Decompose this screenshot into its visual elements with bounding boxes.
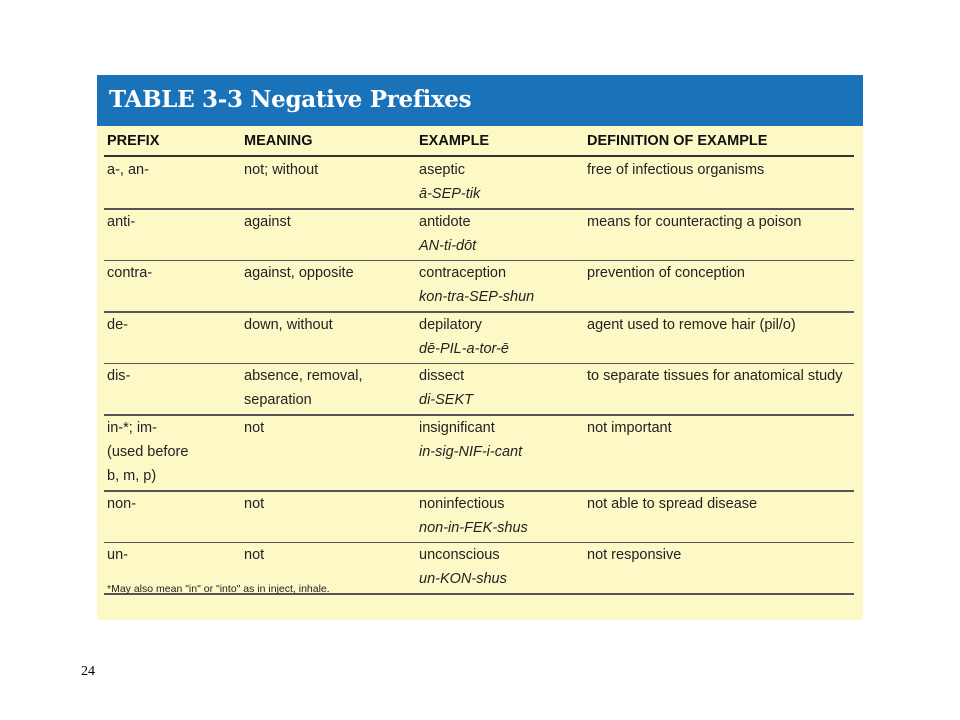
- example-cell: [419, 364, 473, 412]
- table-card: [97, 75, 863, 620]
- example-cell-line: dissect: [419, 368, 465, 384]
- meaning-cell-line: against: [244, 213, 291, 230]
- prefix-cell-line: de-: [107, 316, 128, 333]
- prefix-cell: [107, 492, 136, 516]
- definition-cell-line: not able to spread disease: [587, 495, 758, 512]
- definition-cell-line: means for counteracting a poison: [587, 213, 802, 230]
- example-cell: [419, 543, 507, 591]
- meaning-cell: [244, 543, 264, 567]
- example-cell: [419, 210, 476, 258]
- header-prefix: PREFIX: [107, 133, 160, 149]
- meaning-cell-line: absence, removal,: [244, 368, 363, 384]
- meaning-cell: [244, 158, 318, 182]
- prefix-cell-line: a-, an-: [107, 162, 149, 178]
- example-cell-line: noninfectious: [419, 495, 505, 512]
- header-definition: DEFINITION OF EXAMPLE: [587, 133, 768, 149]
- example-cell-line: un-KON-shus: [419, 571, 507, 587]
- example-cell-line: kon-tra-SEP-shun: [419, 289, 535, 305]
- definition-cell-line: not responsive: [587, 547, 682, 563]
- prefix-cell-line: b, m, p): [107, 467, 157, 484]
- definition-cell: [587, 416, 672, 440]
- meaning-cell: [244, 492, 264, 516]
- example-cell: [419, 313, 509, 361]
- prefix-cell: [107, 261, 152, 285]
- definition-cell-line: prevention of conception: [587, 265, 745, 281]
- prefix-cell-line: (used before: [107, 443, 189, 460]
- meaning-cell: [244, 313, 333, 337]
- header-meaning: MEANING: [244, 133, 313, 149]
- example-cell-line: in-sig-NIF-i-cant: [419, 443, 523, 460]
- prefix-cell-line: contra-: [107, 265, 153, 281]
- meaning-cell-line: not: [244, 495, 265, 512]
- definition-cell: [587, 210, 801, 234]
- meaning-cell-line: against, opposite: [244, 265, 354, 281]
- example-cell-line: aseptic: [419, 162, 465, 178]
- prefix-cell-line: dis-: [107, 368, 131, 384]
- definition-cell: [587, 543, 681, 567]
- meaning-cell-line: not: [244, 547, 265, 563]
- page-number: 24: [81, 664, 95, 679]
- prefix-cell: [107, 416, 188, 488]
- example-cell: [419, 416, 522, 464]
- meaning-cell-line: down, without: [244, 316, 333, 333]
- prefix-cell: [107, 543, 128, 567]
- prefix-cell-line: non-: [107, 495, 137, 512]
- prefix-cell: [107, 210, 135, 234]
- prefix-cell-line: un-: [107, 547, 128, 563]
- definition-cell: [587, 261, 745, 285]
- prefix-cell-line: in-*; im-: [107, 419, 157, 436]
- definition-cell-line: to separate tissues for anatomical study: [587, 368, 843, 384]
- definition-cell: [587, 492, 757, 516]
- definition-cell-line: not important: [587, 419, 672, 436]
- example-cell-line: di-SEKT: [419, 392, 473, 408]
- example-cell-line: depilatory: [419, 316, 482, 333]
- example-cell-line: non-in-FEK-shus: [419, 519, 528, 536]
- header-divider: [104, 155, 854, 157]
- example-cell: [419, 158, 480, 206]
- meaning-cell-line: separation: [244, 392, 312, 408]
- example-cell: [419, 492, 528, 540]
- example-cell-line: antidote: [419, 213, 471, 230]
- prefix-cell: [107, 313, 128, 337]
- table-title-banner: [97, 75, 863, 126]
- example-cell-line: dē-PIL-a-tor-ē: [419, 340, 509, 357]
- meaning-cell-line: not: [244, 419, 265, 436]
- example-cell-line: insignificant: [419, 419, 495, 436]
- definition-cell-line: agent used to remove hair (pil/o): [587, 316, 796, 333]
- meaning-cell: [244, 210, 291, 234]
- example-cell-line: contraception: [419, 265, 507, 281]
- definition-cell: [587, 158, 764, 182]
- table-title: TABLE 3-3 Negative Prefixes: [109, 86, 472, 113]
- meaning-cell: [244, 416, 264, 440]
- example-cell-line: unconscious: [419, 547, 500, 563]
- definition-cell: [587, 313, 796, 337]
- prefix-cell: [107, 364, 130, 388]
- header-example: EXAMPLE: [419, 133, 490, 149]
- meaning-cell-line: not; without: [244, 162, 319, 178]
- example-cell: [419, 261, 534, 309]
- prefix-cell-line: anti-: [107, 213, 136, 230]
- prefix-cell: [107, 158, 149, 182]
- example-cell-line: AN-ti-dōt: [419, 237, 477, 254]
- table-footnote: *May also mean "in" or "into" as in inject, inhale.: [107, 583, 330, 595]
- meaning-cell: [244, 364, 362, 412]
- example-cell-line: ā-SEP-tik: [419, 186, 481, 202]
- meaning-cell: [244, 261, 354, 285]
- definition-cell-line: free of infectious organisms: [587, 162, 765, 178]
- definition-cell: [587, 364, 843, 388]
